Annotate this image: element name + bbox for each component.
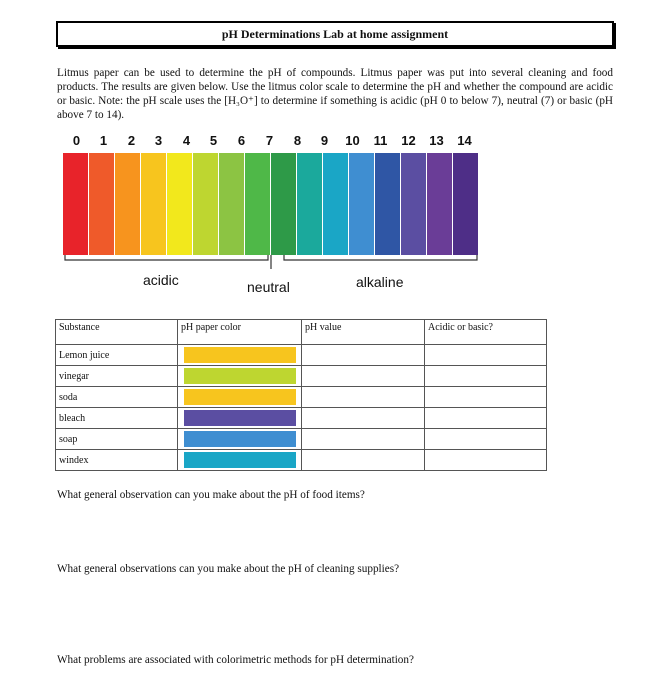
ph-color-bar (167, 153, 192, 255)
ph-paper-color-cell (178, 366, 302, 387)
color-swatch (184, 347, 296, 363)
ph-paper-color-cell (178, 345, 302, 366)
ph-scale-numbers (63, 133, 479, 149)
acidic-or-basic-cell[interactable] (425, 429, 547, 450)
color-swatch (184, 389, 296, 405)
ph-number: 2 (127, 133, 136, 148)
ph-color-bar (427, 153, 452, 255)
ph-number: 7 (265, 133, 274, 148)
ph-number: 11 (373, 133, 388, 148)
ph-paper-color-cell (178, 450, 302, 471)
table-row (56, 366, 547, 387)
acidic-or-basic-cell[interactable] (425, 408, 547, 429)
acidic-label: acidic (143, 272, 179, 288)
ph-number: 8 (293, 133, 302, 148)
header-acidic-or-basic: Acidic or basic? (425, 320, 547, 345)
acidic-or-basic-cell[interactable] (425, 387, 547, 408)
ph-color-bar (401, 153, 426, 255)
acidic-or-basic-cell[interactable] (425, 450, 547, 471)
ph-number: 5 (209, 133, 218, 148)
ph-color-bar (271, 153, 296, 255)
substance-cell: Lemon juice (56, 345, 178, 366)
substance-cell: soap (56, 429, 178, 450)
question-food: What general observation can you make about the pH of food items? (57, 489, 365, 501)
substance-cell: vinegar (56, 366, 178, 387)
intro-paragraph: Litmus paper can be used to determine the pH of compounds. Litmus paper was put into several cleaning and food products. The results are given below. Use the litmus color scale to determine the pH and whether the compound are acidic or basic. Note: the pH scale uses the [H₃O⁺] to determine if something is acidic (pH 0 to below 7), neutral (7) or basic (pH above 7 to 14). (57, 67, 613, 121)
ph-color-bar (115, 153, 140, 255)
ph-value-cell[interactable] (302, 345, 425, 366)
ph-value-cell[interactable] (302, 366, 425, 387)
header-ph-paper-color: pH paper color (178, 320, 302, 345)
assignment-title: pH Determinations Lab at home assignment (221, 26, 449, 41)
ph-value-cell[interactable] (302, 429, 425, 450)
ph-color-bars (63, 153, 479, 255)
ph-color-bar (219, 153, 244, 255)
ph-number: 13 (429, 133, 444, 148)
table-row (56, 408, 547, 429)
results-table (55, 319, 547, 471)
ph-color-bar (323, 153, 348, 255)
ph-paper-color-cell (178, 387, 302, 408)
ph-color-bar (453, 153, 478, 255)
substance-cell: soda (56, 387, 178, 408)
acidic-or-basic-cell[interactable] (425, 345, 547, 366)
ph-color-bar (193, 153, 218, 255)
ph-color-bar (63, 153, 88, 255)
ph-number: 14 (457, 133, 472, 148)
table-header-row (56, 320, 547, 345)
ph-color-bar (349, 153, 374, 255)
question-colorimetric: What problems are associated with colorimetric methods for pH determination? (57, 654, 414, 666)
ph-number: 12 (401, 133, 416, 148)
ph-value-cell[interactable] (302, 408, 425, 429)
ph-number: 0 (72, 133, 81, 148)
acidic-brace (65, 255, 268, 260)
ph-color-scale (63, 133, 479, 295)
ph-number: 1 (99, 133, 108, 148)
ph-color-bar (375, 153, 400, 255)
substance-cell: windex (56, 450, 178, 471)
table-row (56, 450, 547, 471)
ph-number: 3 (154, 133, 163, 148)
color-swatch (184, 368, 296, 384)
ph-value-cell[interactable] (302, 387, 425, 408)
acidic-or-basic-cell[interactable] (425, 366, 547, 387)
alkaline-brace (284, 255, 477, 260)
color-swatch (184, 452, 296, 468)
table-row (56, 429, 547, 450)
color-swatch (184, 410, 296, 426)
table-row (56, 387, 547, 408)
assignment-title-box (56, 21, 614, 47)
ph-color-bar (245, 153, 270, 255)
ph-number: 6 (237, 133, 246, 148)
ph-paper-color-cell (178, 429, 302, 450)
alkaline-label: alkaline (356, 274, 404, 290)
neutral-label: neutral (247, 279, 290, 295)
ph-number: 4 (182, 133, 191, 148)
question-cleaning: What general observations can you make about the pH of cleaning supplies? (57, 563, 400, 575)
table-row (56, 345, 547, 366)
ph-value-cell[interactable] (302, 450, 425, 471)
ph-color-bar (141, 153, 166, 255)
ph-color-bar (89, 153, 114, 255)
header-ph-value: pH value (302, 320, 425, 345)
ph-paper-color-cell (178, 408, 302, 429)
ph-color-bar (297, 153, 322, 255)
color-swatch (184, 431, 296, 447)
ph-number: 10 (345, 133, 360, 148)
ph-number: 9 (320, 133, 329, 148)
header-substance: Substance (56, 320, 178, 345)
substance-cell: bleach (56, 408, 178, 429)
